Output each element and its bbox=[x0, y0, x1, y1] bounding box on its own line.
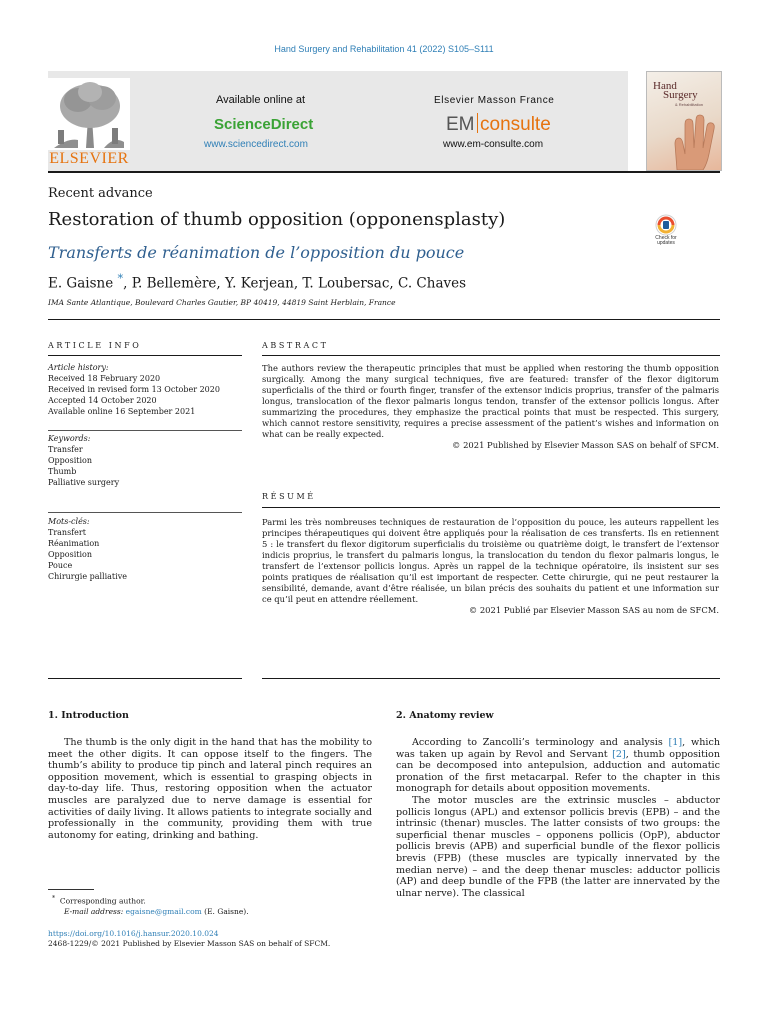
article-history-label: Article history: bbox=[48, 363, 109, 372]
abstract-body: The authors review the therapeutic principles that must be applied when restoring the thumb opposition surgically. Among the many surgical techniques, five are featured: transfer of the flexor digitorum superficialis of the third or fourth finger, transfer of the extensor indicis proprius, transfer of the palmaris longus, translocation of the flexor palmaris longus tendon, transfer of the extensor pollicis longus. After summarizing the procedures, they emphasize the practical points that must be respected. This surgery, which cannot restore sensitivity, requires a precise assessment of the patient’s wishes and information on what can be really expected. bbox=[262, 363, 719, 440]
history-accepted: Accepted 14 October 2020 bbox=[48, 395, 157, 405]
history-revised: Received in revised form 13 October 2020 bbox=[48, 384, 220, 394]
elsevier-wordmark: ELSEVIER bbox=[49, 150, 129, 167]
motcle-item: Réanimation bbox=[48, 538, 100, 548]
history-divider bbox=[48, 430, 242, 431]
motscles-label: Mots-clés: bbox=[48, 517, 90, 526]
footnote-star: * bbox=[52, 895, 56, 902]
email-link[interactable]: egaisne@gmail.com bbox=[125, 906, 202, 916]
footnote bbox=[52, 894, 372, 917]
doi-link[interactable]: https://doi.org/10.1016/j.hansur.2020.10.024 bbox=[48, 929, 219, 938]
anatomy-p1-part-a: According to Zancolli’s terminology and analysis bbox=[412, 737, 669, 748]
header-rule bbox=[48, 171, 720, 173]
sciencedirect-link[interactable]: www.sciencedirect.com bbox=[204, 139, 308, 150]
cover-title bbox=[653, 82, 698, 100]
article-info-rule bbox=[48, 355, 242, 356]
check-for-updates-icon bbox=[646, 214, 686, 236]
info-end-rule bbox=[48, 678, 242, 679]
keyword-item: Transfer bbox=[48, 444, 83, 454]
keywords-label: Keywords: bbox=[48, 434, 91, 443]
article-history bbox=[48, 363, 242, 418]
motscles-block bbox=[48, 517, 242, 582]
keyword-item: Opposition bbox=[48, 455, 93, 465]
check-for-updates-badge[interactable] bbox=[646, 214, 686, 254]
article-title: Restoration of thumb opposition (opponensplasty) bbox=[48, 209, 506, 230]
intro-heading: 1. Introduction bbox=[48, 710, 129, 721]
article-info-heading: ARTICLE INFO bbox=[48, 341, 142, 350]
motcle-item: Pouce bbox=[48, 560, 73, 570]
citation-1-link[interactable]: [1] bbox=[668, 737, 683, 748]
publisher-line: Elsevier Masson France bbox=[434, 95, 555, 106]
abstract-heading: ABSTRACT bbox=[262, 341, 329, 350]
elsevier-logo bbox=[48, 78, 130, 168]
citation-2-link[interactable]: [2] bbox=[612, 748, 626, 760]
cover-title-surgery: Surgery bbox=[663, 89, 698, 101]
motcle-item: Transfert bbox=[48, 527, 86, 537]
anatomy-text bbox=[396, 737, 720, 899]
elsevier-tree-icon bbox=[48, 78, 130, 150]
anatomy-paragraph-1 bbox=[396, 737, 720, 795]
corresponding-author-label: Corresponding author. bbox=[59, 896, 146, 906]
em-consulte-logo[interactable] bbox=[446, 113, 551, 136]
cover-title-hand: Hand bbox=[653, 80, 677, 92]
em-logo-divider bbox=[477, 113, 479, 133]
resume-copyright: © 2021 Publié par Elsevier Masson SAS au nom de SFCM. bbox=[468, 605, 719, 616]
sciencedirect-logo[interactable]: ScienceDirect bbox=[214, 116, 314, 133]
intro-paragraph: The thumb is the only digit in the hand that has the mobility to meet the other digits. It can oppose itself to the fingers. The thumb’s ability to produce tip pinch and lateral pinch requires an opposition movement, which is essential to grasping objects in day-to-day life. Thus, restoring opposition when the actuator muscles are paralyzed due to nerve damage is essential for activities of daily living. It allows patients to integrate socially and professionally in the community, providing them with true autonomy for eating, drinking and bathing. bbox=[48, 737, 372, 841]
abstract-end-rule bbox=[262, 678, 720, 679]
email-line bbox=[52, 907, 372, 917]
keyword-item: Thumb bbox=[48, 466, 77, 476]
anatomy-p1-part-c: , thumb opposition can be decomposed into antepulsion, adduction and automatic pronation of the first metacarpal. Refer to the chapter in this monograph for details about opposition movements. bbox=[396, 748, 721, 795]
motcle-item: Opposition bbox=[48, 549, 93, 559]
journal-cover[interactable] bbox=[646, 71, 722, 171]
email-label: E-mail address: bbox=[64, 906, 124, 916]
motcle-item: Chirurgie palliative bbox=[48, 571, 127, 581]
journal-reference[interactable]: Hand Surgery and Rehabilitation 41 (2022) S105–S111 bbox=[274, 44, 494, 54]
keyword-item: Palliative surgery bbox=[48, 477, 120, 487]
corresponding-author-note bbox=[52, 894, 372, 907]
em-logo-consulte: consulte bbox=[480, 114, 551, 135]
corresponding-author-mark[interactable]: * bbox=[117, 272, 124, 285]
keywords-block bbox=[48, 434, 242, 489]
article-subtitle: Transferts de réanimation de l’opposition du pouce bbox=[48, 243, 465, 262]
author-first: E. Gaisne bbox=[48, 275, 114, 292]
email-owner: (E. Gaisne). bbox=[204, 906, 249, 916]
anatomy-p1-part-b: , which was taken up again by Revol and Servant bbox=[396, 737, 720, 760]
resume-body: Parmi les très nombreuses techniques de restauration de l’opposition du pouce, les auteurs rappellent les principes thérapeutiques qui doivent être appliqués pour la réalisation de ces transferts. Ils en retiennent 5 : le transfert du flexor digitorum superficialis du troisième ou quatrième doigt, le transfert de l’extensor indicis proprius, le transfert du palmaris longus, la translocation du tendon du flexor palmaris longus, le transfert de l’extensor pollicis longus. Après un rappel de la technique opératoire, ils insistent sur ses points pratiques de réalisation qu’il est important de respecter. Cette chirurgie, qui ne peut restaurer la sensibilité, demande, avant d’être réalisée, un bilan précis des souhaits du patient et une information sur ce qu’il peut en attendre réellement. bbox=[262, 517, 719, 605]
abstract-text bbox=[262, 363, 719, 451]
check-for-updates-label: Check for updates bbox=[655, 235, 677, 246]
hand-image-icon bbox=[667, 114, 719, 170]
resume-heading: RÉSUMÉ bbox=[262, 492, 316, 501]
em-consulte-link[interactable]: www.em-consulte.com bbox=[443, 139, 544, 150]
author-list bbox=[48, 272, 466, 292]
em-logo-em: EM bbox=[446, 114, 475, 135]
history-received: Received 18 February 2020 bbox=[48, 373, 161, 383]
author-rest: , P. Bellemère, Y. Kerjean, T. Loubersac, C. Chaves bbox=[123, 275, 467, 292]
resume-rule bbox=[262, 507, 720, 508]
abstract-copyright: © 2021 Published by Elsevier Masson SAS on behalf of SFCM. bbox=[452, 440, 719, 451]
history-online: Available online 16 September 2021 bbox=[48, 406, 196, 416]
affiliation: IMA Sante Atlantique, Boulevard Charles Gautier, BP 40419, 44819 Saint Herblain, France bbox=[48, 298, 396, 307]
article-category: Recent advance bbox=[48, 186, 153, 201]
keywords-divider bbox=[48, 512, 242, 513]
intro-text bbox=[48, 737, 372, 841]
resume-text bbox=[262, 517, 719, 616]
cover-subtitle: & Rehabilitation bbox=[675, 102, 704, 107]
issn-line: 2468-1229/© 2021 Published by Elsevier Masson SAS on behalf of SFCM. bbox=[48, 939, 331, 948]
footnote-rule bbox=[48, 889, 94, 890]
available-online-text: Available online at bbox=[216, 94, 306, 106]
title-divider bbox=[48, 319, 720, 320]
anatomy-paragraph-2: The motor muscles are the extrinsic muscles – abductor pollicis longus (APL) and extensor pollicis brevis (EPB) – and the intrinsic (thenar) muscles. The latter consists of two groups: the superficial thenar muscles – opponens pollicis (OpP), abductor pollicis brevis (APB) and superficial bundle of the flexor pollicis brevis (FPB) (these muscles are typically innervated by the median nerve) – and the deep thenar muscles: adductor pollicis (AP) and deep bundle of the FPB (the latter are innervated by the ulnar nerve). The classical bbox=[396, 794, 720, 899]
doi-block bbox=[48, 929, 388, 949]
anatomy-heading: 2. Anatomy review bbox=[396, 710, 494, 721]
abstract-rule bbox=[262, 355, 720, 356]
